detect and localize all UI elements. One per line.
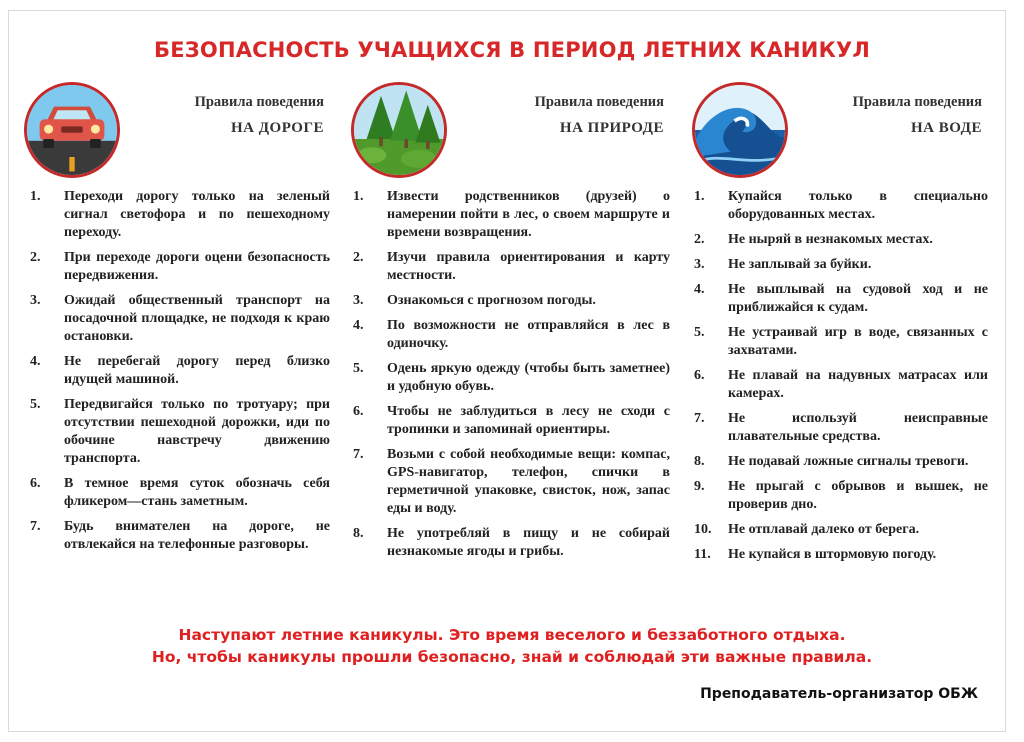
list-item <box>345 188 670 242</box>
item-text: Одень яркую одежду (чтобы быть заметнее) и удобную обувь. <box>387 361 670 394</box>
page-title: БЕЗОПАСНОСТЬ УЧАЩИХСЯ В ПЕРИОД ЛЕТНИХ КАНИКУЛ <box>154 38 870 62</box>
item-number: 2. <box>694 232 705 247</box>
item-number: 5. <box>30 397 41 412</box>
heading-bottom: НА ДОРОГЕ <box>230 120 324 136</box>
item-text: Не подавай ложные сигналы тревоги. <box>728 454 969 469</box>
list-item <box>686 478 988 514</box>
rules-list <box>686 188 988 564</box>
list-item <box>22 353 330 389</box>
list-item <box>686 453 988 471</box>
item-number: 5. <box>353 361 364 376</box>
item-text: Не плавай на надувных матрасах или камерах. <box>728 368 988 401</box>
item-number: 7. <box>353 447 364 462</box>
item-number: 6. <box>30 476 41 491</box>
item-number: 4. <box>30 354 41 369</box>
item-number: 7. <box>694 411 705 426</box>
item-text: Передвигайся только по тротуару; при отсутствии пешеходной дорожки, иди по обочине навстречу движению транспорта. <box>64 397 330 466</box>
heading-top: Правила поведения <box>852 94 982 110</box>
column-header <box>686 82 988 182</box>
item-text: В темное время суток обозначь себя фликером—стань заметным. <box>64 476 330 509</box>
car-icon <box>24 82 120 178</box>
item-text: Не отплавай далеко от берега. <box>728 522 920 537</box>
footer-line-1: Наступают летние каникулы. Это время веселого и беззаботного отдыха. <box>178 626 846 644</box>
column-heading <box>853 94 982 137</box>
list-item <box>686 367 988 403</box>
list-item <box>22 188 330 242</box>
item-text: Извести родственников (друзей) о намерении пойти в лес, о своем маршруте и времени возвращения. <box>387 189 670 240</box>
list-item <box>686 231 988 249</box>
item-number: 3. <box>353 293 364 308</box>
footer-line-2: Но, чтобы каникулы прошли безопасно, знай и соблюдай эти важные правила. <box>151 648 873 666</box>
column-nature <box>345 82 670 568</box>
item-number: 3. <box>30 293 41 308</box>
item-text: Не заплывай за буйки. <box>728 257 872 272</box>
item-number: 11. <box>694 547 711 562</box>
heading-bottom: НА ВОДЕ <box>911 120 982 136</box>
heading-top: Правила поведения <box>194 94 324 110</box>
list-item <box>22 292 330 346</box>
item-text: Возьми с собой необходимые вещи: компас, GPS-навигатор, телефон, спички в герметичной упаковке, свисток, нож, запас еды и воду. <box>387 447 670 516</box>
list-item <box>22 518 330 554</box>
list-item <box>686 256 988 274</box>
list-item <box>686 546 988 564</box>
list-item <box>345 360 670 396</box>
item-text: Не выплывай на судовой ход и не приближайся к судам. <box>728 282 988 315</box>
item-number: 4. <box>353 318 364 333</box>
list-item <box>345 446 670 518</box>
item-number: 7. <box>30 519 41 534</box>
forest-icon <box>351 82 447 178</box>
column-heading <box>195 94 324 137</box>
item-number: 8. <box>353 526 364 541</box>
item-text: Переходи дорогу только на зеленый сигнал светофора и по пешеходному переходу. <box>64 189 330 240</box>
list-item <box>22 475 330 511</box>
heading-top: Правила поведения <box>534 94 664 110</box>
item-text: Не используй неисправные плавательные средства. <box>728 411 988 444</box>
list-item <box>686 521 988 539</box>
wave-icon <box>692 82 788 178</box>
item-text: Не перебегай дорогу перед близко идущей машиной. <box>64 354 330 387</box>
item-text: Изучи правила ориентирования и карту местности. <box>387 250 670 283</box>
rules-list <box>345 188 670 561</box>
item-number: 6. <box>353 404 364 419</box>
item-text: При переходе дороги оцени безопасность передвижения. <box>64 250 330 283</box>
item-text: Будь внимателен на дороге, не отвлекайся на телефонные разговоры. <box>64 519 330 552</box>
list-item <box>345 525 670 561</box>
list-item <box>686 281 988 317</box>
list-item <box>345 249 670 285</box>
signature: Преподаватель-организатор ОБЖ <box>700 686 978 702</box>
list-item <box>686 188 988 224</box>
footer-message <box>0 624 1024 668</box>
column-heading <box>535 94 664 137</box>
item-text: Чтобы не заблудиться в лесу не сходи с тропинки и запоминай ориентиры. <box>387 404 670 437</box>
item-number: 10. <box>694 522 712 537</box>
item-number: 9. <box>694 479 705 494</box>
column-road <box>22 82 330 561</box>
item-number: 6. <box>694 368 705 383</box>
item-number: 1. <box>694 189 705 204</box>
item-number: 1. <box>30 189 41 204</box>
item-number: 2. <box>30 250 41 265</box>
item-text: Ознакомься с прогнозом погоды. <box>387 293 596 308</box>
item-text: Не ныряй в незнакомых местах. <box>728 232 933 247</box>
list-item <box>22 249 330 285</box>
item-text: Не прыгай с обрывов и вышек, не проверив дно. <box>728 479 988 512</box>
item-number: 2. <box>353 250 364 265</box>
item-text: Не устраивай игр в воде, связанных с захватами. <box>728 325 988 358</box>
list-item <box>686 324 988 360</box>
column-header <box>345 82 670 182</box>
item-text: Не купайся в штормовую погоду. <box>728 547 937 562</box>
item-number: 3. <box>694 257 705 272</box>
list-item <box>345 403 670 439</box>
item-number: 5. <box>694 325 705 340</box>
item-number: 1. <box>353 189 364 204</box>
column-water <box>686 82 988 571</box>
list-item <box>686 410 988 446</box>
list-item <box>345 317 670 353</box>
item-text: По возможности не отправляйся в лес в одиночку. <box>387 318 670 351</box>
rules-list <box>22 188 330 554</box>
list-item <box>22 396 330 468</box>
item-number: 8. <box>694 454 705 469</box>
heading-bottom: НА ПРИРОДЕ <box>559 120 664 136</box>
column-header <box>22 82 330 182</box>
item-text: Не употребляй в пищу и не собирай незнакомые ягоды и грибы. <box>387 526 670 559</box>
item-text: Купайся только в специально оборудованных местах. <box>728 189 988 222</box>
list-item <box>345 292 670 310</box>
item-text: Ожидай общественный транспорт на посадочной площадке, не подходя к краю остановки. <box>64 293 330 344</box>
item-number: 4. <box>694 282 705 297</box>
